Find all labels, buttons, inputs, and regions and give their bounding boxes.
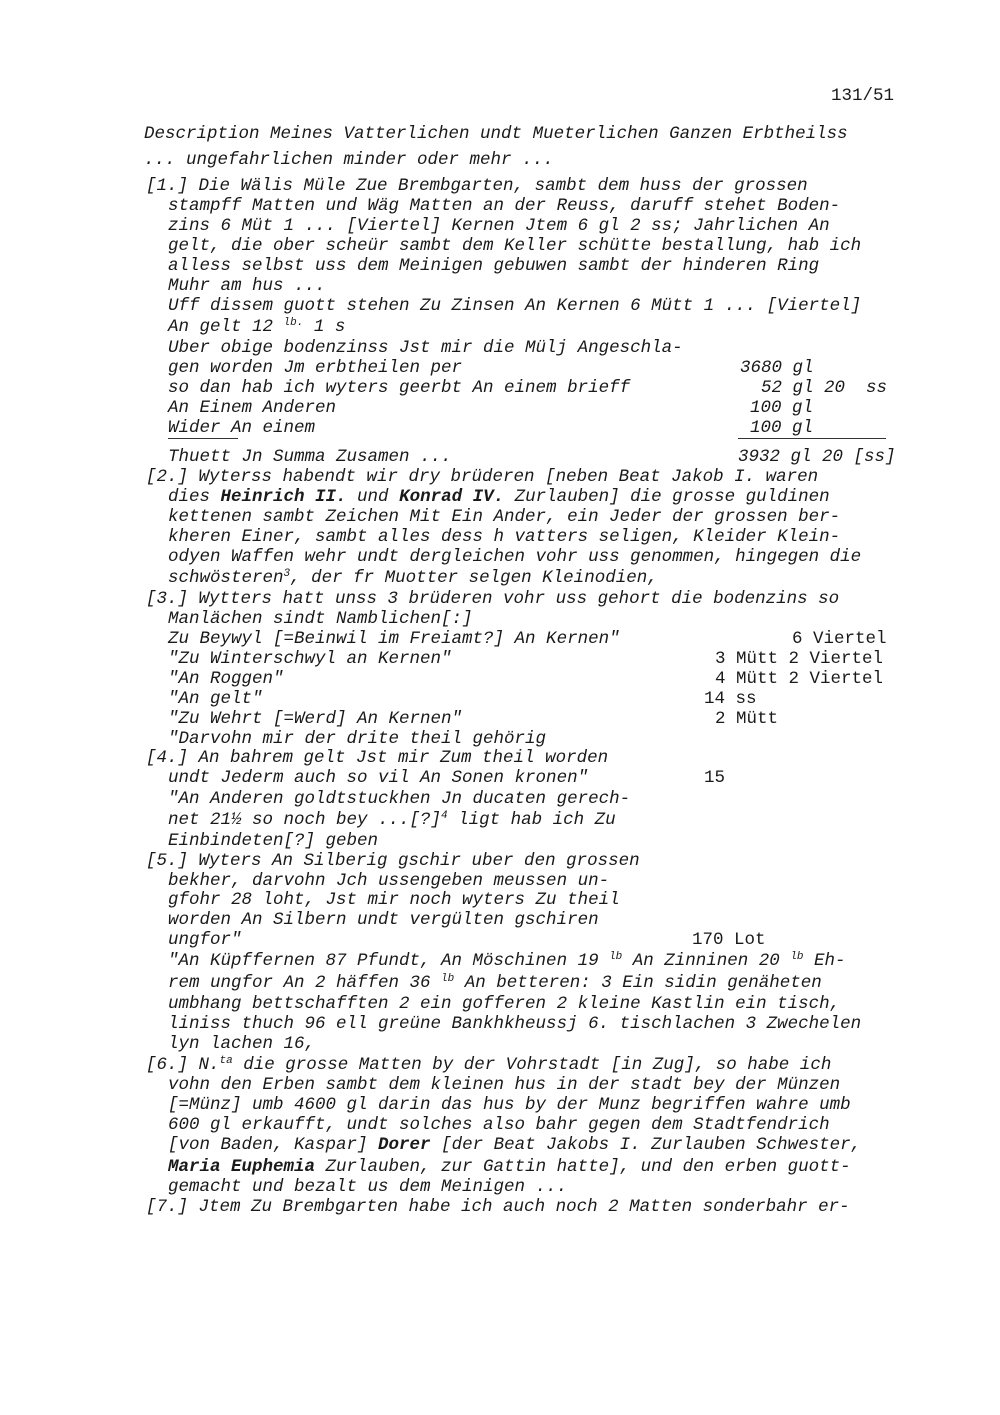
s2-line-2 <box>168 487 830 507</box>
s1-total-label: Thuett Jn Summa Zusamen ... <box>168 447 452 467</box>
s1-line-8-sup: lb. <box>283 317 304 329</box>
s1-line-9: Uber obige bodenzinss Jst mir die Mülj Angeschla- <box>168 338 683 358</box>
s5-line-6-a: "An Küpffernen 87 Pfundt, An Möschinen 19 <box>168 951 610 971</box>
s3-line-1: [3.] Wytters hatt unss 3 brüderen vohr uss gehort die bodenzins so <box>146 589 840 609</box>
s4-line-4-b: ligt hab ich Zu <box>447 810 616 830</box>
s2-line-3: kettenen sambt Zeichen Mit Ein Ander, ein Jeder der grossen ber- <box>168 507 841 527</box>
s1-line-8-text: An gelt 12 <box>168 317 274 337</box>
document-title: Description Meines Vatterlichen undt Mueterlichen Ganzen Erbtheilss <box>144 124 848 144</box>
s6-line-5-c: [der Beat Jakobs I. Zurlauben Schwester, <box>430 1135 862 1155</box>
s6-line-5-a: [von Baden, Kaspar] <box>168 1135 379 1155</box>
s4-line-4-a: net 21½ so noch bey ...[?] <box>168 810 442 830</box>
s3-row-amount: 4 Mütt 2 Viertel <box>715 669 884 689</box>
s6-line-6-b: Zurlauben, zur Gattin hatte], und den erben guott- <box>315 1157 851 1177</box>
s2-line-2-d: Zurlauben] die grosse guldinen <box>504 487 830 507</box>
s7-line-1: [7.] Jtem Zu Brembgarten habe ich auch noch 2 Matten sonderbahr er- <box>146 1197 850 1217</box>
s5-line-7-a: rem ungfor An 2 häffen 36 <box>168 973 442 993</box>
s2-line-1: [2.] Wyterss habendt wir dry brüderen [neben Beat Jakob I. waren <box>146 467 819 487</box>
s1-line-8-tail: 1 s <box>303 317 346 337</box>
document-subtitle: ... ungefahrlichen minder oder mehr ... <box>144 150 554 170</box>
s5-line-6-b: An Zinninen 20 <box>622 951 791 971</box>
s5-line-5-amount: 170 Lot <box>692 930 766 950</box>
footnote-ref-3: 3 <box>283 568 291 580</box>
s4-line-1: [4.] An bahrem gelt Jst mir Zum theil worden <box>146 748 609 768</box>
s5-line-6 <box>168 951 846 971</box>
s1-row-amount: 100 gl <box>750 398 814 418</box>
s3-line-2: Manlächen sindt Namblichen[:] <box>168 609 473 629</box>
s2-line-6-b: , der fr Muotter selgen Kleinodien, <box>290 568 658 588</box>
s1-row-label: An Einem Anderen <box>168 398 337 418</box>
s1-line-7: Uff dissem guott stehen Zu Zinsen An Kernen 6 Mütt 1 ... [Viertel] <box>168 296 862 316</box>
s3-row-amount: 6 Viertel <box>792 629 887 649</box>
s1-row-label: so dan hab ich wyters geerbt An einem brieff <box>168 378 631 398</box>
s5-line-9: liniss thuch 96 ell greüne Bankhkheussj 6. tischlachen 3 Zwechelen <box>168 1014 862 1034</box>
s1-line-8 <box>168 317 345 337</box>
s6-line-3: [=Münz] umb 4600 gl darin das hus by der Munz begriffen wahre umb <box>168 1095 851 1115</box>
s4-line-4 <box>168 810 616 830</box>
s6-line-4: 600 gl erkaufft, undt solches also bahr gegen dem Stadtfendrich <box>168 1115 830 1135</box>
s1-line-4: gelt, die ober scheür sambt dem Keller schütte bestallung, hab ich <box>168 236 862 256</box>
s6-line-7: gemacht und bezalt us dem Meinigen ... <box>168 1177 568 1197</box>
s1-row-amount: 52 gl 20 ss <box>761 378 888 398</box>
s2-name-heinrich: Heinrich II. <box>220 487 347 507</box>
s2-line-5: odyen Waffen wehr undt dergleichen vohr uss genommen, hingegen die <box>168 547 862 567</box>
s1-row-amount: 100 gl <box>750 418 814 438</box>
s2-line-2-a: dies <box>168 487 221 507</box>
s1-row-label: gen worden Jm erbtheilen per <box>168 358 463 378</box>
s5-line-6-sup-2: lb <box>790 951 804 963</box>
s5-line-8: umbhang bettschafften 2 ein gofferen 2 kleine Kastlin ein tisch, <box>168 994 841 1014</box>
s1-line-3: zins 6 Müt 1 ... [Viertel] Kernen Jtem 6 gl 2 ss; Jahrlichen An <box>168 216 830 236</box>
s5-line-5: ungfor" <box>168 930 242 950</box>
s6-name-dorer: Dorer <box>378 1135 431 1155</box>
s3-row-label: "An Roggen" <box>168 669 284 689</box>
s3-row-amount: 3 Mütt 2 Viertel <box>715 649 884 669</box>
s3-row-amount: 2 Mütt <box>715 709 779 729</box>
s5-line-7-b: An betteren: 3 Ein sidin genäheten <box>454 973 822 993</box>
s1-line-5: alless selbst uss dem Meinigen gebuwen sambt der hinderen Ring <box>168 256 820 276</box>
s5-line-6-sup-1: lb <box>609 951 623 963</box>
s3-row-amount: 14 ss <box>704 689 757 709</box>
s1-line-2: stampff Matten und Wäg Matten an der Reuss, daruff stehet Boden- <box>168 196 841 216</box>
s2-line-4: kheren Einer, sambt alles dess h vatters seligen, Kleider Klein- <box>168 527 841 547</box>
s6-line-2: vohn den Erben sambt dem kleinen hus in der stadt bey der Münzen <box>168 1075 841 1095</box>
s4-line-5: Einbindeten[?] geben <box>168 831 379 851</box>
s3-last-line: "Darvohn mir der drite theil gehörig <box>168 729 547 749</box>
s2-line-6-a: schwösteren <box>168 568 284 588</box>
s1-line-1: [1.] Die Wälis Müle Zue Brembgarten, sambt dem huss der grossen <box>146 176 808 196</box>
s1-row-amount: 3680 gl <box>740 358 814 378</box>
s5-line-2: bekher, darvohn Jch ussengeben meussen un- <box>168 871 610 891</box>
s6-line-1-b: die grosse Matten by der Vohrstadt [in Zug], so habe ich <box>232 1055 832 1075</box>
s4-line-3: "An Anderen goldtstuckhen Jn ducaten gerech- <box>168 789 631 809</box>
s5-line-1: [5.] Wyters An Silberig gschir uber den grossen <box>146 851 640 871</box>
s1-row-label: Wider An einem <box>168 418 316 438</box>
s6-line-6 <box>168 1157 851 1177</box>
s2-name-konrad: Konrad IV. <box>399 487 505 507</box>
s3-row-label: "Zu Wehrt [=Werd] An Kernen" <box>168 709 463 729</box>
footnote-ref-4: 4 <box>441 810 448 822</box>
s5-line-4: worden An Silbern undt vergülten gschiren <box>168 910 599 930</box>
s2-line-2-c: und <box>346 487 400 507</box>
underline-right <box>738 438 886 439</box>
page-number: 131/51 <box>831 86 895 106</box>
s4-line-2-amount: 15 <box>704 768 726 788</box>
underline-left <box>168 438 238 439</box>
s6-line-1-sup: ta <box>219 1055 233 1067</box>
s5-line-7-sup: lb <box>441 973 455 985</box>
s1-total-amount: 3932 gl 20 [ss] <box>738 447 896 467</box>
s5-line-10: lyn lachen 16, <box>168 1034 316 1054</box>
s6-line-5 <box>168 1135 861 1155</box>
s3-row-label: "Zu Winterschwyl an Kernen" <box>168 649 452 669</box>
s5-line-7 <box>168 973 822 993</box>
s1-line-6: Muhr am hus ... <box>168 276 326 296</box>
s4-line-2: undt Jederm auch so vil An Sonen kronen" <box>168 768 589 788</box>
s3-row-label: Zu Beywyl [=Beinwil im Freiamt?] An Kernen" <box>168 629 620 649</box>
s6-name-maria-euphemia: Maria Euphemia <box>168 1157 316 1177</box>
s2-line-6 <box>168 568 658 588</box>
s6-line-1 <box>146 1055 831 1075</box>
s5-line-3: gfohr 28 loht, Jst mir noch wyters Zu theil <box>168 890 620 910</box>
s5-line-6-c: Eh- <box>803 951 846 971</box>
s3-row-label: "An gelt" <box>168 689 263 709</box>
s6-line-1-a: [6.] N. <box>146 1055 220 1075</box>
